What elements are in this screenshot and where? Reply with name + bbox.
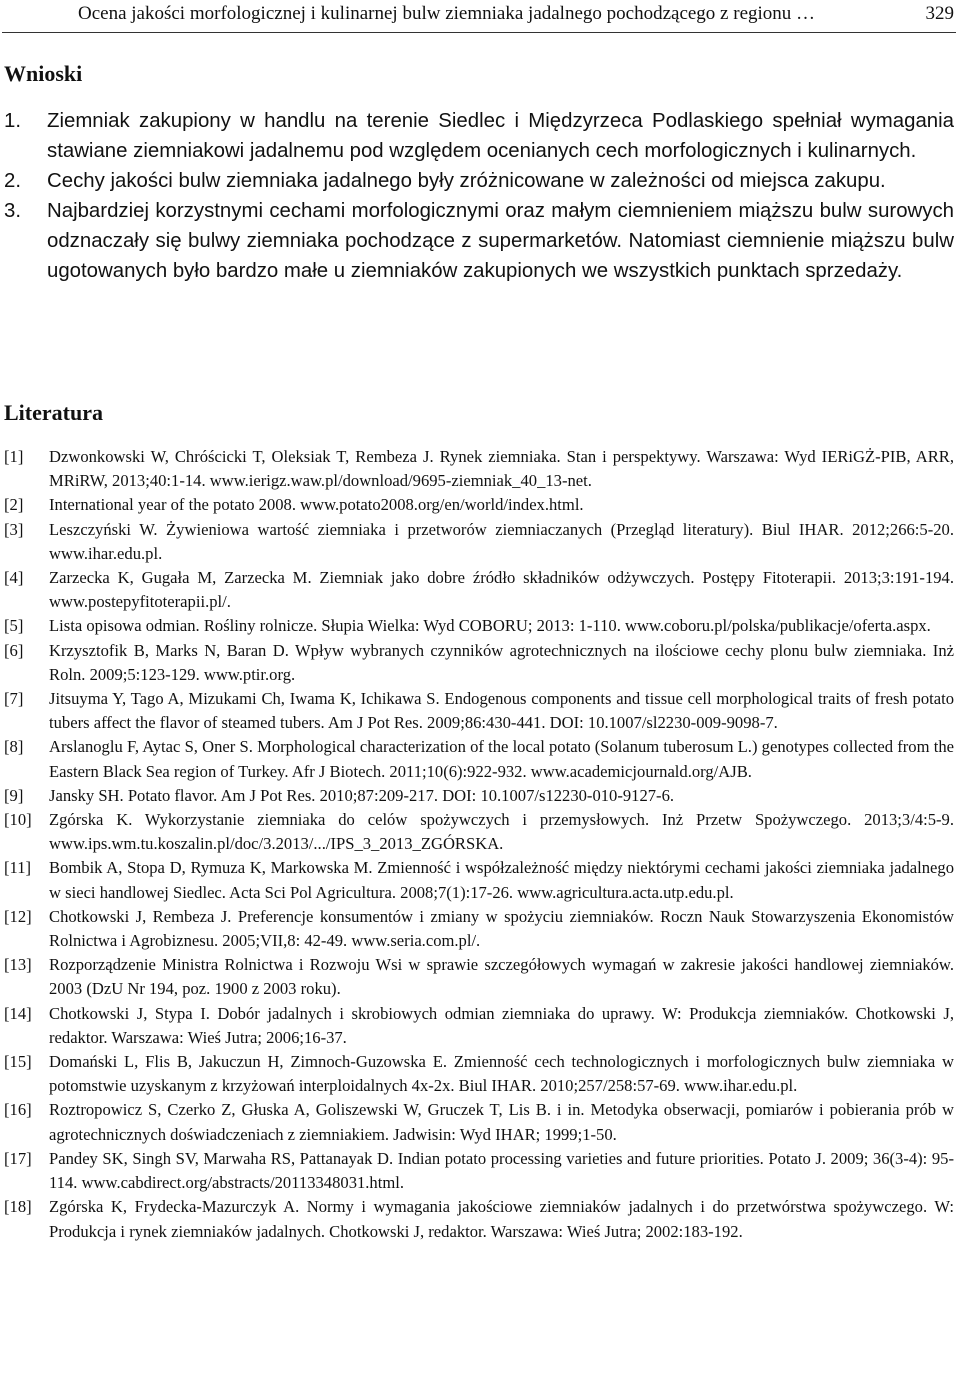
reference-text: Zgórska K, Frydecka-Mazurczyk A. Normy i wymagania jakościowe ziemniaków jadalnych i do przetwórstwa spożywczego. W: Produkcja i rynek ziemniaków jadalnych. Chotkowski J, redaktor. Warszawa: Wieś Jutra; 2002:183-192. [49, 1197, 954, 1241]
reference-text: Bombik A, Stopa D, Rymuza K, Markowska M. Zmienność i współzależność między niektórymi cechami jakości ziemniaka jadalnego w sieci handlowej Siedlec. Acta Sci Pol Agricultura. 2008;7(1):17-26. www.agricultura.acta.utp.edu.pl. [49, 858, 954, 902]
reference-text: Lista opisowa odmian. Rośliny rolnicze. Słupia Wielka: Wyd COBORU; 2013: 1-110. www.coboru.pl/polska/publikacje/oferta.aspx. [49, 616, 931, 636]
references-list [4, 445, 954, 1244]
reference-number: [13] [4, 955, 32, 975]
conclusion-number: 3. [4, 200, 22, 222]
reference-text: Zarzecka K, Gugała M, Zarzecka M. Ziemniak jako dobre źródło składników odżywczych. Postępy Fitoterapii. 2013;3:191-194. www.postepyfitoterapii.pl/. [49, 568, 954, 612]
reference-number: [3] [4, 519, 24, 539]
reference-number: [9] [4, 785, 24, 805]
conclusion-text: Cechy jakości bulw ziemniaka jadalnego były zróżnicowane w zależności od miejsca zakupu. [47, 170, 886, 192]
running-head-title: Ocena jakości morfologicznej i kulinarnej bulw ziemniaka jadalnego pochodzącego z regionu … [78, 3, 816, 24]
reference-number: [6] [4, 640, 24, 660]
conclusion-number: 1. [4, 110, 22, 132]
reference-number: [2] [4, 495, 24, 515]
reference-text: Chotkowski J, Stypa I. Dobór jadalnych i skrobiowych odmian ziemniaka do uprawy. W: Produkcja ziemniaków. Chotkowski J, redaktor. Warszawa: Wieś Jutra; 2006;16-37. [49, 1003, 954, 1047]
reference-text: Pandey SK, Singh SV, Marwaha RS, Pattanayak D. Indian potato processing varieties and future priorities. Potato J. 2009; 36(3-4): 95-114. www.cabdirect.org/abstracts/20113348031.html. [49, 1148, 954, 1193]
reference-text: Domański L, Flis B, Jakuczun H, Zimnoch-Guzowska E. Zmienność cech technologicznych i morfologicznych bulw ziemniaka w potomstwie uzyskanym z krzyżowań interploidalnych 4x-2x. Biul IHAR. 2010;257/258:57-69. www.ihar.edu.pl. [49, 1052, 954, 1096]
reference-number: [4] [4, 568, 24, 588]
reference-number: [16] [4, 1100, 32, 1120]
reference-item [4, 639, 954, 687]
reference-text: Jitsuyma Y, Tago A, Mizukami Ch, Iwama K, Ichikawa S. Endogenous components and tissue cell morphological traits of fresh potato tubers affect the flavor of steamed tubers. Am J Pot Res. 2009;86:430-441. DOI: 10.1007/sl2230-009-9098-7. [49, 689, 954, 733]
reference-text: Rozporządzenie Ministra Rolnictwa i Rozwoju Wsi w sprawie szczegółowych wymagań w zakresie jakości handlowej ziemniaków. 2003 (DzU Nr 194, poz. 1900 z 2003 roku). [49, 955, 954, 999]
header-rule [2, 32, 956, 33]
references-heading: Literatura [4, 400, 103, 425]
reference-text: Roztropowicz S, Czerko Z, Głuska A, Goliszewski W, Gruczek T, Lis B. i in. Metodyka obserwacji, pomiarów i pobierania prób w agrotechnicznych doświadczeniach z ziemniakiem. Jadwisin: Wyd IHAR; 1999;1-50. [49, 1100, 954, 1144]
conclusion-number: 2. [4, 170, 22, 192]
reference-item [4, 1050, 954, 1098]
reference-item [4, 445, 954, 493]
reference-number: [18] [4, 1197, 32, 1217]
reference-item [4, 1098, 954, 1146]
reference-item [4, 735, 954, 783]
reference-item [4, 614, 954, 638]
reference-text: Chotkowski J, Rembeza J. Preferencje konsumentów i zmiany w spożyciu ziemniaków. Roczn Nauk Stowarzyszenia Ekonomistów Rolnictwa i Agrobiznesu. 2005;VII,8: 42-49. www.seria.com.pl/. [49, 906, 954, 951]
reference-number: [17] [4, 1148, 32, 1168]
reference-number: [1] [4, 447, 24, 466]
reference-item [4, 687, 954, 735]
reference-number: [12] [4, 906, 32, 926]
reference-item [4, 1002, 954, 1050]
reference-number: [7] [4, 689, 24, 709]
conclusion-item [4, 196, 954, 286]
reference-number: [10] [4, 810, 32, 830]
reference-number: [15] [4, 1052, 32, 1072]
reference-number: [14] [4, 1003, 32, 1023]
reference-item [4, 953, 954, 1001]
reference-item [4, 905, 954, 953]
conclusion-item [4, 166, 954, 196]
conclusion-text: Najbardziej korzystnymi cechami morfologicznymi oraz małym ciemnieniem miąższu bulw surowych odznaczały się bulwy ziemniaka pochodzące z supermarketów. Natomiast ciemnienie miąższu bulw ugotowanych było bardzo małe u ziemniaków zakupionych we wszystkich punktach sprzedaży. [47, 200, 954, 282]
reference-item [4, 566, 954, 614]
reference-text: International year of the potato 2008. www.potato2008.org/en/world/index.html. [49, 495, 584, 515]
reference-item [4, 493, 954, 517]
reference-number: [8] [4, 737, 24, 757]
page-number: 329 [925, 3, 954, 24]
conclusion-item [4, 106, 954, 166]
reference-text: Arslanoglu F, Aytac S, Oner S. Morphological characterization of the local potato (Solanum tuberosum L.) genotypes collected from the Eastern Black Sea region of Turkey. Afr J Biotech. 2011;10(6):922-932. www.academicjournald.org/AJB. [49, 737, 954, 781]
reference-text: Krzysztofik B, Marks N, Baran D. Wpływ wybranych czynników agrotechnicznych na ilościowe cechy plonu bulw ziemniaka. Inż Roln. 2009;5:123-129. www.ptir.org. [49, 640, 954, 684]
conclusions-list [4, 106, 954, 286]
reference-number: [5] [4, 616, 24, 636]
reference-text: Dzwonkowski W, Chróścicki T, Oleksiak T, Rembeza J. Rynek ziemniaka. Stan i perspektywy. Warszawa: Wyd IERiGŻ-PIB, ARR, MRiRW, 2013;40:1-14. www.ierigz.waw.pl/download/9695-ziemniak_40_13-net. [49, 447, 954, 491]
conclusions-heading: Wnioski [4, 61, 83, 86]
reference-item [4, 518, 954, 566]
reference-item [4, 784, 954, 808]
reference-item [4, 1147, 954, 1195]
reference-text: Leszczyński W. Żywieniowa wartość ziemniaka i przetworów ziemniaczanych (Przegląd literatury). Biul IHAR. 2012;266:5-20. www.ihar.edu.pl. [49, 519, 954, 563]
reference-number: [11] [4, 858, 32, 878]
reference-text: Jansky SH. Potato flavor. Am J Pot Res. 2010;87:209-217. DOI: 10.1007/s12230-010-9127-6. [49, 785, 675, 805]
running-head [78, 2, 954, 26]
reference-item [4, 808, 954, 856]
reference-item [4, 856, 954, 904]
reference-text: Zgórska K. Wykorzystanie ziemniaka do celów spożywczych i przemysłowych. Inż Przetw Spożywczego. 2013;3/4:5-9. www.ips.wm.tu.koszalin.pl/doc/3.2013/.../IPS_3_2013_ZGÓRSKA. [49, 810, 954, 854]
conclusion-text: Ziemniak zakupiony w handlu na terenie Siedlec i Międzyrzeca Podlaskiego spełniał wymagania stawiane ziemniakowi jadalnemu pod względem ocenianych cech morfologicznych i kulinarnych. [47, 110, 954, 162]
reference-item [4, 1195, 954, 1243]
